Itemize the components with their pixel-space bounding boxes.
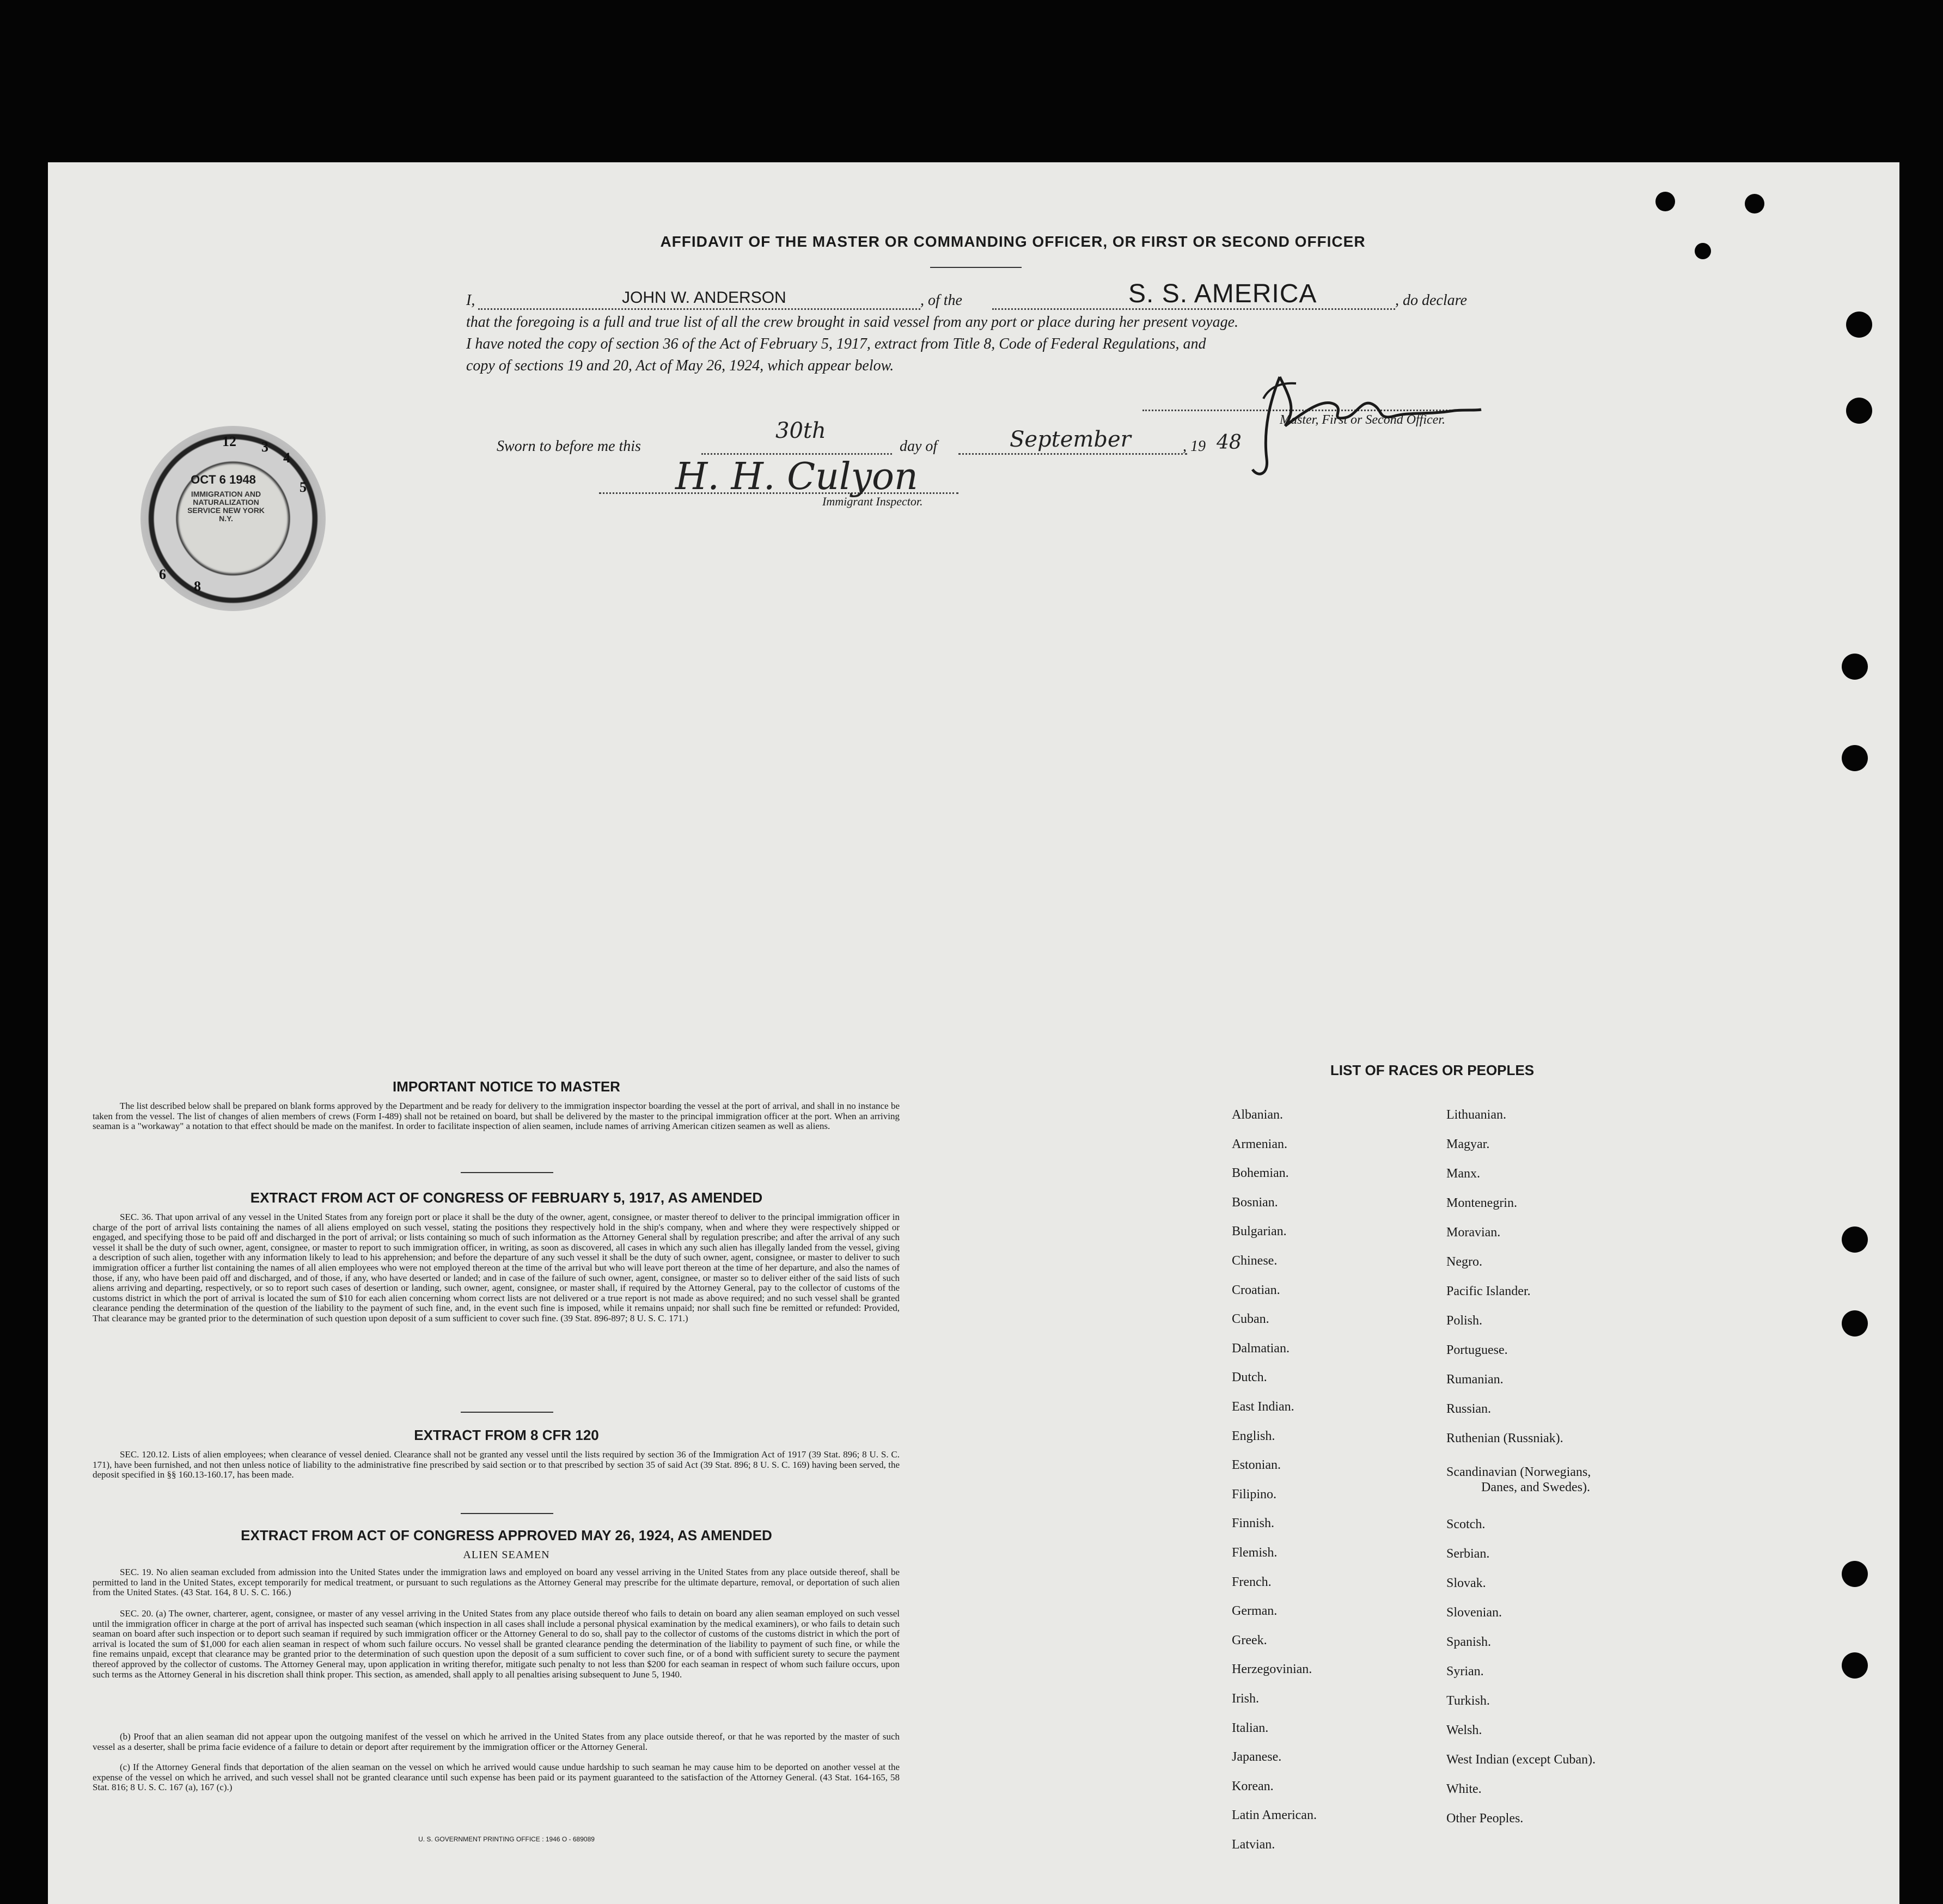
punch-hole [1745, 194, 1764, 213]
race-item: Albanian. [1232, 1108, 1283, 1122]
section-divider [461, 1412, 553, 1413]
race-item: Slovenian. [1446, 1606, 1502, 1620]
race-item: Manx. [1446, 1167, 1480, 1181]
signature-caption: Master, First or Second Officer. [1280, 413, 1445, 427]
race-item: Dalmatian. [1232, 1341, 1290, 1356]
race-item: Portuguese. [1446, 1343, 1508, 1357]
stamp-numeral: 5 [300, 479, 307, 495]
affidavit-title: AFFIDAVIT OF THE MASTER OR COMMANDING OFFICER, OR FIRST OR SECOND OFFICER [660, 233, 1366, 250]
extract-cfr-title: EXTRACT FROM 8 CFR 120 [414, 1427, 599, 1443]
race-item: Scotch. [1446, 1517, 1486, 1531]
stamp-numeral: 6 [159, 566, 166, 582]
year-prefix: , 19 [1183, 438, 1206, 455]
race-item: Russian. [1446, 1402, 1492, 1416]
race-item: Lithuanian. [1446, 1108, 1506, 1122]
do-declare-label: , do declare [1395, 292, 1467, 309]
race-item: Slovak. [1446, 1576, 1486, 1590]
race-item: Cuban. [1232, 1312, 1269, 1327]
race-item: Turkish. [1446, 1694, 1490, 1708]
race-item: Estonian. [1232, 1458, 1281, 1473]
section-divider [461, 1513, 553, 1514]
race-item: French. [1232, 1575, 1272, 1589]
race-item: Croatian. [1232, 1283, 1280, 1297]
vessel-name: S. S. AMERICA [1128, 279, 1317, 308]
race-item: Irish. [1232, 1692, 1259, 1706]
punch-hole [1846, 398, 1872, 424]
race-item: Rumanian. [1446, 1372, 1504, 1387]
race-item: Danes, and Swedes). [1481, 1480, 1590, 1494]
printer-imprint: U. S. GOVERNMENT PRINTING OFFICE : 1946 O - 689089 [418, 1835, 595, 1843]
sec20a-body: SEC. 20. (a) The owner, charterer, agent, consignee, or master of any vessel arriving in the United States from any place outside thereof who fails to detain on board any alien seaman employed on such vessel until the immigration officer in charge at the port of arrival has inspected such seaman (which inspection in all cases shall include a personal physical examination by the medical examiners), or who fails to detain such seaman on board after such inspection or to deport such seaman if required by such immigration officer or the Attorney General to do so, shall pay to the collector of customs of the customs district in which the port of arrival is located the sum of $1,000 for each alien seaman in respect of whom such failure occurs. No vessel shall be granted clearance pending the determination of the liability to payment of such fine, or while the fine remains unpaid, except that clearance may be granted prior to the determination of such question upon the deposit of a sum sufficient to cover such fine, or of a bond with sufficient surety to secure the payment thereof approved by the collector of customs. The Attorney General may, upon application in writing therefor, mitigate such penalty to not less than $200 for each seaman in respect of whom such failure occurs, upon such terms as the Attorney General in his discretion shall think proper. This section, as amended, shall apply to all penalties arising subsequent to June 5, 1940. [93, 1608, 900, 1680]
punch-hole [1842, 745, 1868, 771]
declaration-line-3: I have noted the copy of section 36 of the Act of February 5, 1917, extract from Title 8, Code of Federal Regulations, and [466, 335, 1206, 352]
race-item: German. [1232, 1604, 1278, 1619]
extract-cfr-body: SEC. 120.12. Lists of alien employees; when clearance of vessel denied. Clearance shall not be granted any vessel until the lists required by section 36 of the Immigration Act of 1917 (39 Stat. 896; 8 U. S. C. 171), have been furnished, and not then unless notice of liability to the administrative fine prescribed by said section or to that prescribed by section 35 of said Act (39 Stat. 896; 8 U. S. C. 169) having been served, the deposit specified in §§ 160.13-160.17, has been made. [93, 1449, 900, 1480]
stamp-numeral: 3 [261, 439, 268, 455]
sworn-month: September [1010, 427, 1131, 452]
inspector-caption: Immigrant Inspector. [822, 495, 923, 508]
race-item: Ruthenian (Russniak). [1446, 1431, 1563, 1445]
section-divider [461, 1172, 553, 1173]
of-the-label: , of the [920, 292, 962, 309]
race-item: English. [1232, 1429, 1275, 1443]
race-item: Bosnian. [1232, 1195, 1278, 1210]
sworn-day: 30th [775, 418, 826, 443]
race-item: Latvian. [1232, 1838, 1275, 1852]
race-item: Bohemian. [1232, 1166, 1289, 1181]
extract-1917-body: SEC. 36. That upon arrival of any vessel in the United States from any foreign port or place it shall be the duty of the owner, agent, consignee, or master thereof to deliver to the principal immigration officer in charge of the port of arrival lists containing the names of all aliens employed on such vessel, stating the positions they respectively hold in the ship's company, when and where they were respectively shipped or engaged, and specifying those to be paid off and discharged in the port of arrival; or lists containing so much of such information as the Attorney General shall by regulation prescribe; and after the arrival of any such vessel it shall be the duty of such owner, agent, consignee, or master to report to such immigration officer, in writing, as soon as discovered, all cases in which any such alien has illegally landed from the vessel, giving a description of such alien, together with any information likely to lead to his apprehension; and before the departure of any such vessel it shall be the duty of such owner, agent, consignee, or master to deliver to such immigration officer a further list containing the names of all alien employees who were not employed thereon at the time of the arrival but who will leave port thereon at the time of her departure, and also the names of those, if any, who have been paid off and discharged, and of those, if any, who have deserted or landed; and in case of the failure of such owner, agent, consignee, or master so to deliver either of the said lists of such aliens arriving and departing, respectively, or so to report such cases of desertion or landing, such owner, agent, consignee, or master shall, if required by the Attorney General, pay to the collector of customs of the customs district in which the port of arrival is located the sum of $10 for each alien concerning whom correct lists are not delivered or a true report is not made as above required; and no such vessel shall be granted clearance pending the determination of the question of the liability to the payment of such fine, and, in the event such fine is imposed, while it remains unpaid; nor shall such fine be remitted or refunded: Provided, That clearance may be granted prior to the determination of such question upon deposit of a sum sufficient to cover such fine. (39 Stat. 896-897; 8 U. S. C. 171.) [93, 1212, 900, 1323]
race-item: Latin American. [1232, 1808, 1317, 1823]
race-item: West Indian (except Cuban). [1446, 1753, 1596, 1767]
race-item: Moravian. [1446, 1225, 1501, 1240]
title-divider [930, 267, 1022, 268]
sworn-label: Sworn to before me this [497, 438, 641, 455]
race-item: Scandinavian (Norwegians, [1446, 1465, 1591, 1479]
race-item: Chinese. [1232, 1254, 1278, 1268]
punch-hole [1695, 243, 1711, 259]
punch-hole [1842, 1652, 1868, 1679]
race-item: Negro. [1446, 1255, 1482, 1269]
declaration-line-2: that the foregoing is a full and true list of all the crew brought in said vessel from any port or place during her present voyage. [466, 314, 1239, 331]
race-item: Pacific Islander. [1446, 1284, 1531, 1298]
race-item: Other Peoples. [1446, 1811, 1524, 1826]
race-item: Filipino. [1232, 1487, 1277, 1502]
day-of-label: day of [900, 438, 938, 455]
punch-hole [1842, 1226, 1868, 1253]
race-item: East Indian. [1232, 1400, 1294, 1414]
race-item: Flemish. [1232, 1546, 1278, 1560]
race-item: White. [1446, 1782, 1482, 1796]
inspector-signature: H. H. Culyon [675, 455, 918, 498]
race-item: Finnish. [1232, 1516, 1275, 1531]
race-item: Welsh. [1446, 1723, 1482, 1737]
month-line [958, 453, 1187, 455]
stamp-text: IMMIGRATION AND NATURALIZATION SERVICE NEW YORK N.Y. [187, 490, 265, 523]
race-item: Herzegovinian. [1232, 1662, 1312, 1677]
notice-body: The list described below shall be prepared on blank forms approved by the Department and be ready for delivery to the immigration inspector boarding the vessel at the port of arrival, and shall in no instance be taken from the vessel. The list of changes of alien members of crews (Form I-489) shall not be retained on board, but shall be delivered by the master to the principal immigration officer at the port. When an arriving seaman is a "workaway" a notation to that effect should be made on the manifest. In order to facilitate inspection of alien seamen, include names of arriving American citizen seamen as well as aliens. [93, 1101, 900, 1132]
sec19-body: SEC. 19. No alien seaman excluded from admission into the United States under the immigration laws and employed on board any vessel arriving in the United States from any place outside thereof, shall be permitted to land in the United States, except temporarily for medical treatment, or pursuant to such regulations as the Attorney General may prescribe for the ultimate departure, removal, or deportation of such alien from the United States. (43 Stat. 164, 8 U. S. C. 166.) [93, 1567, 900, 1598]
name-line [478, 308, 920, 310]
sworn-year: 48 [1217, 431, 1242, 454]
stamp-numeral: 12 [222, 434, 236, 449]
race-item: Montenegrin. [1446, 1196, 1517, 1210]
punch-hole [1842, 654, 1868, 680]
punch-hole [1842, 1561, 1868, 1587]
races-title: LIST OF RACES OR PEOPLES [1330, 1062, 1535, 1078]
sec20c-body: (c) If the Attorney General finds that deportation of the alien seaman on the vessel on which he arrived would cause undue hardship to such seaman he may cause him to be deported on another vessel at the expense of the vessel on which he arrived, and such vessel shall not be granted clearance until such expense has been paid or its payment guaranteed to the satisfaction of the Attorney General. (43 Stat. 164-165, 58 Stat. 816; 8 U. S. C. 167 (a), 167 (c).) [93, 1762, 900, 1793]
extract-1917-title: EXTRACT FROM ACT OF CONGRESS OF FEBRUARY 5, 1917, AS AMENDED [250, 1189, 763, 1206]
day-line [701, 453, 892, 455]
alien-seamen-subtitle: ALIEN SEAMEN [463, 1549, 550, 1561]
declaration-i: I, [466, 292, 475, 309]
race-item: Japanese. [1232, 1750, 1282, 1765]
race-item: Korean. [1232, 1779, 1274, 1793]
race-item: Italian. [1232, 1720, 1269, 1735]
race-item: Armenian. [1232, 1137, 1287, 1151]
stamp-date: OCT 6 1948 [191, 473, 256, 486]
race-item: Syrian. [1446, 1664, 1484, 1679]
race-item: Magyar. [1446, 1137, 1490, 1151]
sec20b-body: (b) Proof that an alien seaman did not appear upon the outgoing manifest of the vessel on which he arrived in the United States from any place outside thereof, or that he was reported by the master of such vessel as a deserter, shall be prima facie evidence of a failure to detain or deport after requirement by the immigration officer or the Attorney General. [93, 1731, 900, 1752]
punch-hole [1842, 1310, 1868, 1337]
stamp-numeral: 4 [283, 450, 290, 466]
race-item: Greek. [1232, 1633, 1267, 1647]
notice-title: IMPORTANT NOTICE TO MASTER [393, 1078, 620, 1095]
declaration-line-4: copy of sections 19 and 20, Act of May 26, 1924, which appear below. [466, 357, 894, 374]
race-item: Polish. [1446, 1314, 1483, 1328]
stamp-numeral: 8 [194, 578, 201, 594]
extract-1924-title: EXTRACT FROM ACT OF CONGRESS APPROVED MAY 26, 1924, AS AMENDED [241, 1527, 772, 1543]
race-item: Dutch. [1232, 1370, 1267, 1385]
punch-hole [1846, 312, 1872, 338]
race-item: Serbian. [1446, 1547, 1490, 1561]
master-name: JOHN W. ANDERSON [622, 289, 786, 307]
punch-hole [1655, 192, 1675, 211]
race-item: Bulgarian. [1232, 1224, 1287, 1239]
race-item: Spanish. [1446, 1635, 1492, 1649]
